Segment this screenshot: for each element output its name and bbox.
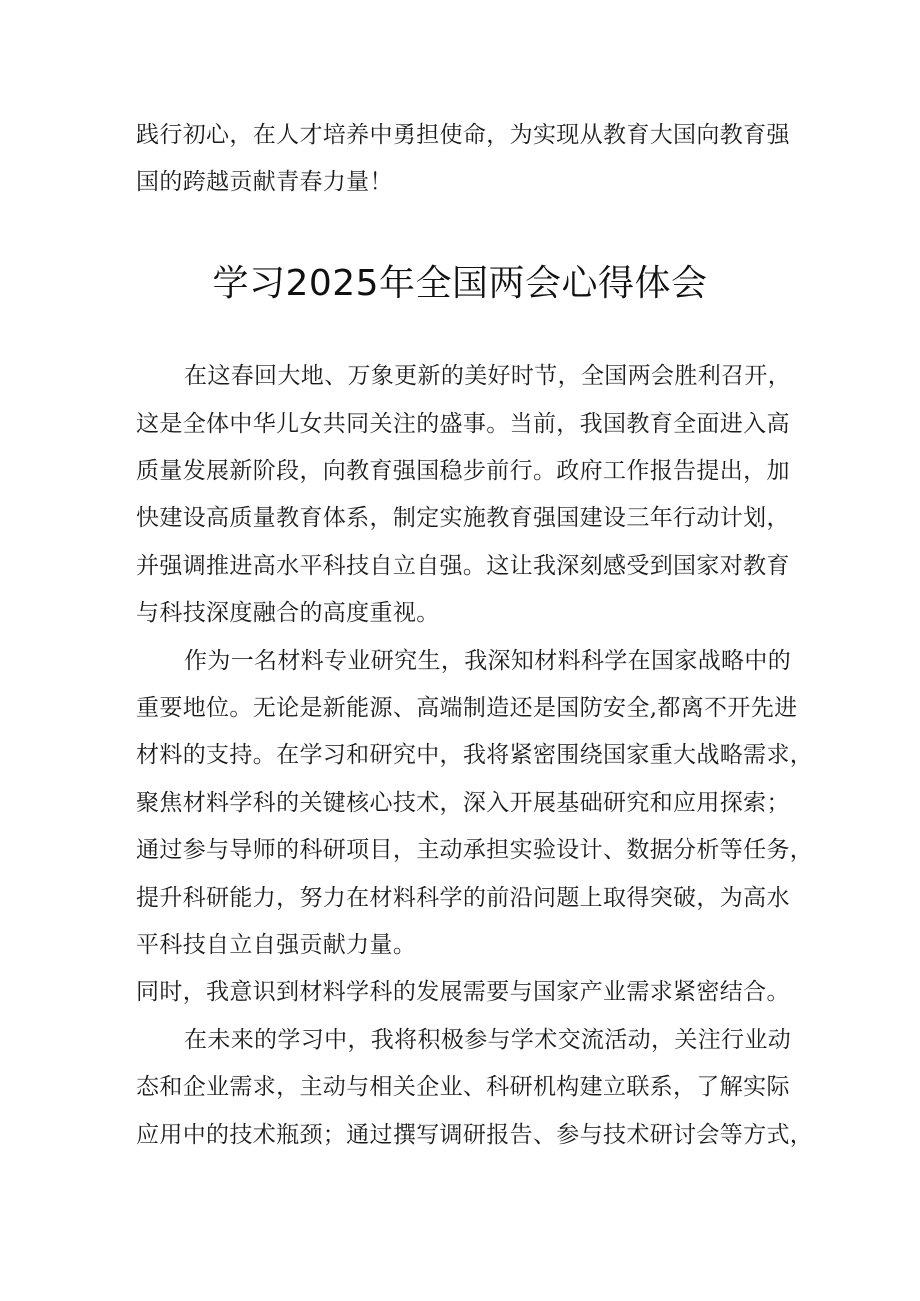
paragraph2-line-7: 平科技自立自强贡献力量。 (136, 932, 417, 958)
paragraph4-line-3: 应用中的技术瓶颈；通过撰写调研报告、参与技术研讨会等方式， (136, 1122, 814, 1148)
paragraph3-line-1: 同时，我意识到材料学科的发展需要与国家产业需求紧密结合。 (136, 979, 790, 1005)
paragraph2-line-4: 聚焦材料学科的关键核心技术，深入开展基础研究和应用探索； (136, 790, 790, 816)
intro-line-2: 国的跨越贡献青春力量！ (136, 169, 393, 195)
paragraph1-line-3: 质量发展新阶段，向教育强国稳步前行。政府工作报告提出，加 (136, 458, 790, 484)
paragraph2-line-1: 作为一名材料专业研究生，我深知材料科学在国家战略中的 (184, 648, 792, 674)
paragraph1-line-5: 并强调推进高水平科技自立自强。这让我深刻感受到国家对教育 (136, 553, 790, 579)
paragraph1-line-1: 在这春回大地、万象更新的美好时节，全国两会胜利召开， (184, 363, 792, 389)
paragraph2-line-5: 通过参与导师的科研项目，主动承担实验设计、数据分析等任务， (136, 837, 814, 863)
paragraph2-line-2: 重要地位。无论是新能源、高端制造还是国防安全,都离不开先进 (136, 695, 798, 721)
paragraph4-line-1: 在未来的学习中，我将积极参与学术交流活动，关注行业动 (184, 1027, 792, 1053)
paragraph1-line-2: 这是全体中华儿女共同关注的盛事。当前，我国教育全面进入高 (136, 411, 790, 437)
paragraph1-line-6: 与科技深度融合的高度重视。 (136, 600, 440, 626)
paragraph4-line-2: 态和企业需求，主动与相关企业、科研机构建立联系，了解实际 (136, 1074, 790, 1100)
document-title: 学习2025年全国两会心得体会 (212, 263, 708, 304)
paragraph2-line-3: 材料的支持。在学习和研究中，我将紧密围绕国家重大战略需求， (136, 742, 814, 768)
paragraph1-line-4: 快建设高质量教育体系，制定实施教育强国建设三年行动计划， (136, 505, 790, 531)
paragraph2-line-6: 提升科研能力，努力在材料科学的前沿问题上取得突破，为高水 (136, 885, 790, 911)
intro-line-1: 践行初心，在人才培养中勇担使命，为实现从教育大国向教育强 (136, 122, 790, 148)
